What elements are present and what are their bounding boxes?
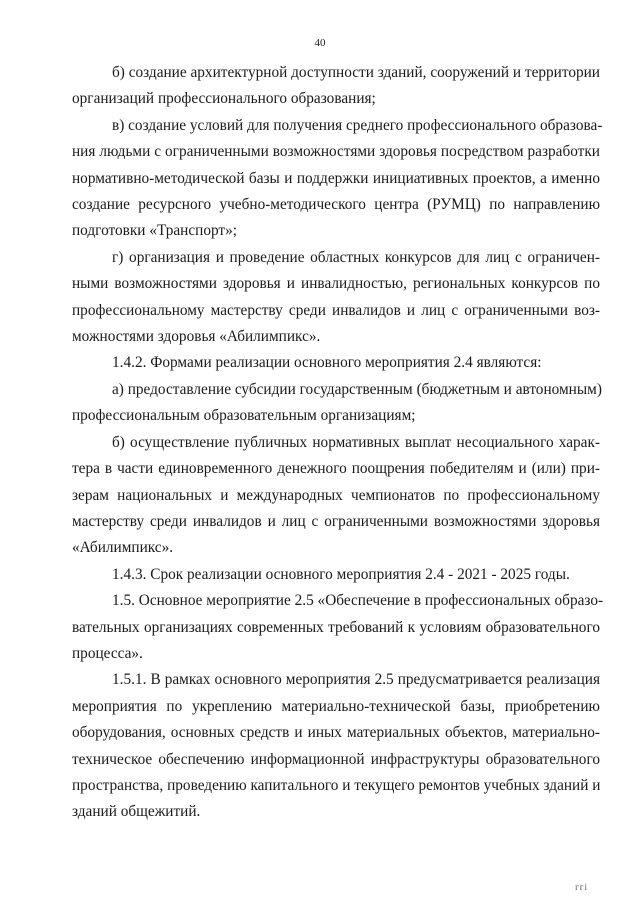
paragraph bbox=[72, 350, 600, 376]
page-number: 40 bbox=[314, 37, 326, 49]
text-line: оборудования, основных средств и иных материальных объектов, материально- bbox=[72, 724, 600, 742]
paragraph bbox=[72, 245, 600, 351]
text-line: в) создание условий для получения среднего профессионального образова- bbox=[112, 116, 603, 134]
text-line: а) предоставление субсидии государственным (бюджетным и автономным) bbox=[112, 380, 602, 398]
text-line: вательных организациях современных требований к условиям образовательного bbox=[72, 618, 600, 636]
text-line: б) создание архитектурной доступности зданий, сооружений и территории bbox=[112, 64, 600, 81]
paragraph bbox=[72, 60, 600, 113]
text-line: ными возможностями здоровья и инвалидностью, региональных конкурсов по bbox=[72, 275, 600, 293]
paragraph bbox=[72, 377, 600, 430]
text-line: г) организация и проведение областных конкурсов для лиц с ограничен- bbox=[112, 248, 600, 266]
text-line: 1.5. Основное мероприятие 2.5 «Обеспечение в профессиональных образо- bbox=[112, 592, 604, 610]
text-line: 1.4.2. Формами реализации основного мероприятия 2.4 являются: bbox=[112, 354, 542, 372]
footer-mark: ггi bbox=[575, 882, 588, 892]
document-body bbox=[72, 60, 604, 826]
paragraph bbox=[72, 113, 603, 245]
text-line: б) осуществление публичных нормативных выплат несоциального харак- bbox=[112, 433, 600, 451]
text-line: тера в части единовременного денежного поощрения победителям и (или) при- bbox=[72, 460, 600, 478]
paragraph bbox=[72, 562, 600, 588]
text-line: 1.4.3. Срок реализации основного мероприятия 2.4 - 2021 - 2025 годы. bbox=[112, 565, 570, 583]
text-line: профессиональным образовательным организациям; bbox=[72, 407, 416, 425]
text-line: нормативно-методической базы и поддержки инициативных проектов, а именно bbox=[72, 169, 600, 187]
text-line: организаций профессионального образования; bbox=[72, 90, 376, 108]
paragraph bbox=[72, 588, 604, 667]
paragraph bbox=[72, 667, 600, 825]
text-line: процесса». bbox=[72, 644, 143, 662]
text-line: мастерству среди инвалидов и лиц с ограниченными возможностями здоровья bbox=[72, 512, 600, 530]
paragraph bbox=[72, 430, 600, 562]
text-line: можностями здоровья «Абилимпикс». bbox=[72, 328, 321, 346]
text-line: 1.5.1. В рамках основного мероприятия 2.5 предусматривается реализация bbox=[112, 671, 600, 689]
text-line: зданий общежитий. bbox=[72, 803, 201, 821]
text-line: профессиональному мастерству среди инвалидов и лиц с ограниченными воз- bbox=[72, 301, 600, 319]
text-line: зерам национальных и международных чемпионатов по профессиональному bbox=[72, 486, 600, 504]
text-line: техническое обеспечению информационной инфраструктуры образовательного bbox=[72, 750, 600, 768]
text-line: создание ресурсного учебно-методического центра (РУМЦ) по направлению bbox=[72, 196, 600, 214]
text-line: «Абилимпикс». bbox=[72, 539, 174, 557]
text-line: мероприятия по укреплению материально-технической базы, приобретению bbox=[72, 697, 600, 715]
text-line: подготовки «Транспорт»; bbox=[72, 222, 238, 240]
text-line: пространства, проведению капитального и текущего ремонтов учебных зданий и bbox=[72, 776, 601, 794]
text-line: ния людьми с ограниченными возможностями здоровья посредством разработки bbox=[72, 143, 600, 161]
